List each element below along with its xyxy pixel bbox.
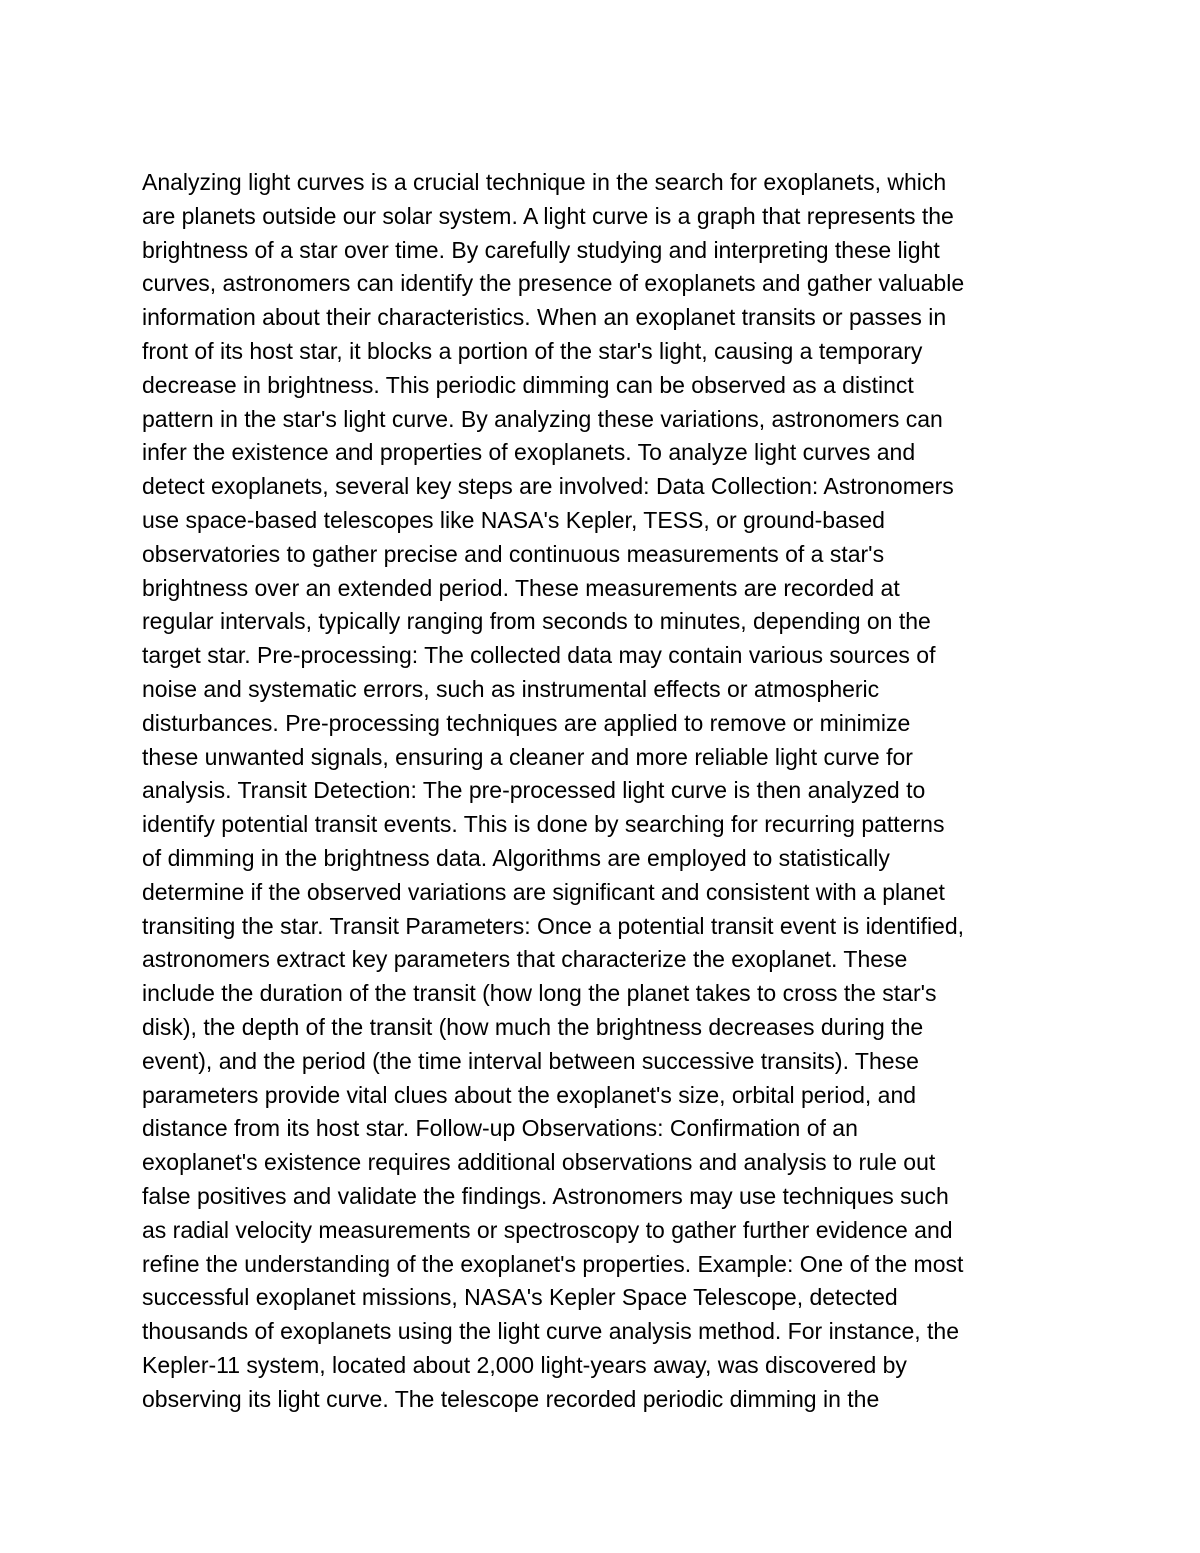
- paragraph-line: front of its host star, it blocks a portion of the star's light, causing a temporary: [142, 337, 923, 364]
- paragraph-line: determine if the observed variations are significant and consistent with a planet: [142, 878, 945, 905]
- paragraph-line: Kepler-11 system, located about 2,000 light-years away, was discovered by: [142, 1351, 907, 1378]
- paragraph-line: false positives and validate the findings. Astronomers may use techniques such: [142, 1182, 949, 1209]
- paragraph-line: infer the existence and properties of exoplanets. To analyze light curves and: [142, 439, 916, 466]
- paragraph-line: observing its light curve. The telescope recorded periodic dimming in the: [142, 1385, 880, 1412]
- paragraph-line: decrease in brightness. This periodic dimming can be observed as a distinct: [142, 371, 914, 398]
- paragraph-line: detect exoplanets, several key steps are involved: Data Collection: Astronomers: [142, 473, 954, 500]
- paragraph-line: pattern in the star's light curve. By analyzing these variations, astronomers can: [142, 405, 943, 432]
- paragraph-line: distance from its host star. Follow-up Observations: Confirmation of an: [142, 1115, 858, 1142]
- paragraph-line: parameters provide vital clues about the exoplanet's size, orbital period, and: [142, 1081, 917, 1108]
- paragraph-line: thousands of exoplanets using the light curve analysis method. For instance, the: [142, 1318, 959, 1345]
- paragraph-line: as radial velocity measurements or spectroscopy to gather further evidence and: [142, 1216, 953, 1243]
- paragraph-line: event), and the period (the time interval between successive transits). These: [142, 1047, 919, 1074]
- paragraph-line: disturbances. Pre-processing techniques are applied to remove or minimize: [142, 709, 911, 736]
- paragraph-line: Analyzing light curves is a crucial technique in the search for exoplanets, which: [142, 169, 947, 195]
- paragraph-line: refine the understanding of the exoplanet's properties. Example: One of the most: [142, 1250, 964, 1277]
- paragraph-line: curves, astronomers can identify the presence of exoplanets and gather valuable: [142, 270, 965, 297]
- paragraph-line: of dimming in the brightness data. Algorithms are employed to statistically: [142, 844, 890, 871]
- paragraph-line: exoplanet's existence requires additional observations and analysis to rule out: [142, 1149, 936, 1176]
- paragraph-line: astronomers extract key parameters that characterize the exoplanet. These: [142, 946, 908, 973]
- paragraph-line: these unwanted signals, ensuring a cleaner and more reliable light curve for: [142, 743, 913, 770]
- paragraph-line: noise and systematic errors, such as instrumental effects or atmospheric: [142, 675, 880, 702]
- paragraph-line: brightness of a star over time. By carefully studying and interpreting these light: [142, 236, 940, 263]
- paragraph-line: use space-based telescopes like NASA's Kepler, TESS, or ground-based: [142, 506, 885, 533]
- paragraph-line: analysis. Transit Detection: The pre-processed light curve is then analyzed to: [142, 777, 926, 804]
- paragraph-line: identify potential transit events. This is done by searching for recurring patterns: [142, 811, 945, 838]
- paragraph-line: target star. Pre-processing: The collected data may contain various sources of: [142, 642, 936, 669]
- paragraph-line: are planets outside our solar system. A light curve is a graph that represents the: [142, 202, 954, 229]
- paragraph-line: regular intervals, typically ranging from seconds to minutes, depending on the: [142, 608, 931, 635]
- paragraph-line: information about their characteristics. When an exoplanet transits or passes in: [142, 304, 947, 331]
- body-paragraph: [142, 166, 1072, 1416]
- paragraph-line: include the duration of the transit (how long the planet takes to cross the star's: [142, 980, 937, 1007]
- paragraph-line: brightness over an extended period. These measurements are recorded at: [142, 574, 900, 601]
- paragraph-line: successful exoplanet missions, NASA's Kepler Space Telescope, detected: [142, 1284, 898, 1311]
- paragraph-line: observatories to gather precise and continuous measurements of a star's: [142, 540, 885, 567]
- paragraph-line: transiting the star. Transit Parameters: Once a potential transit event is identified,: [142, 912, 965, 939]
- paragraph-line: disk), the depth of the transit (how much the brightness decreases during the: [142, 1013, 924, 1040]
